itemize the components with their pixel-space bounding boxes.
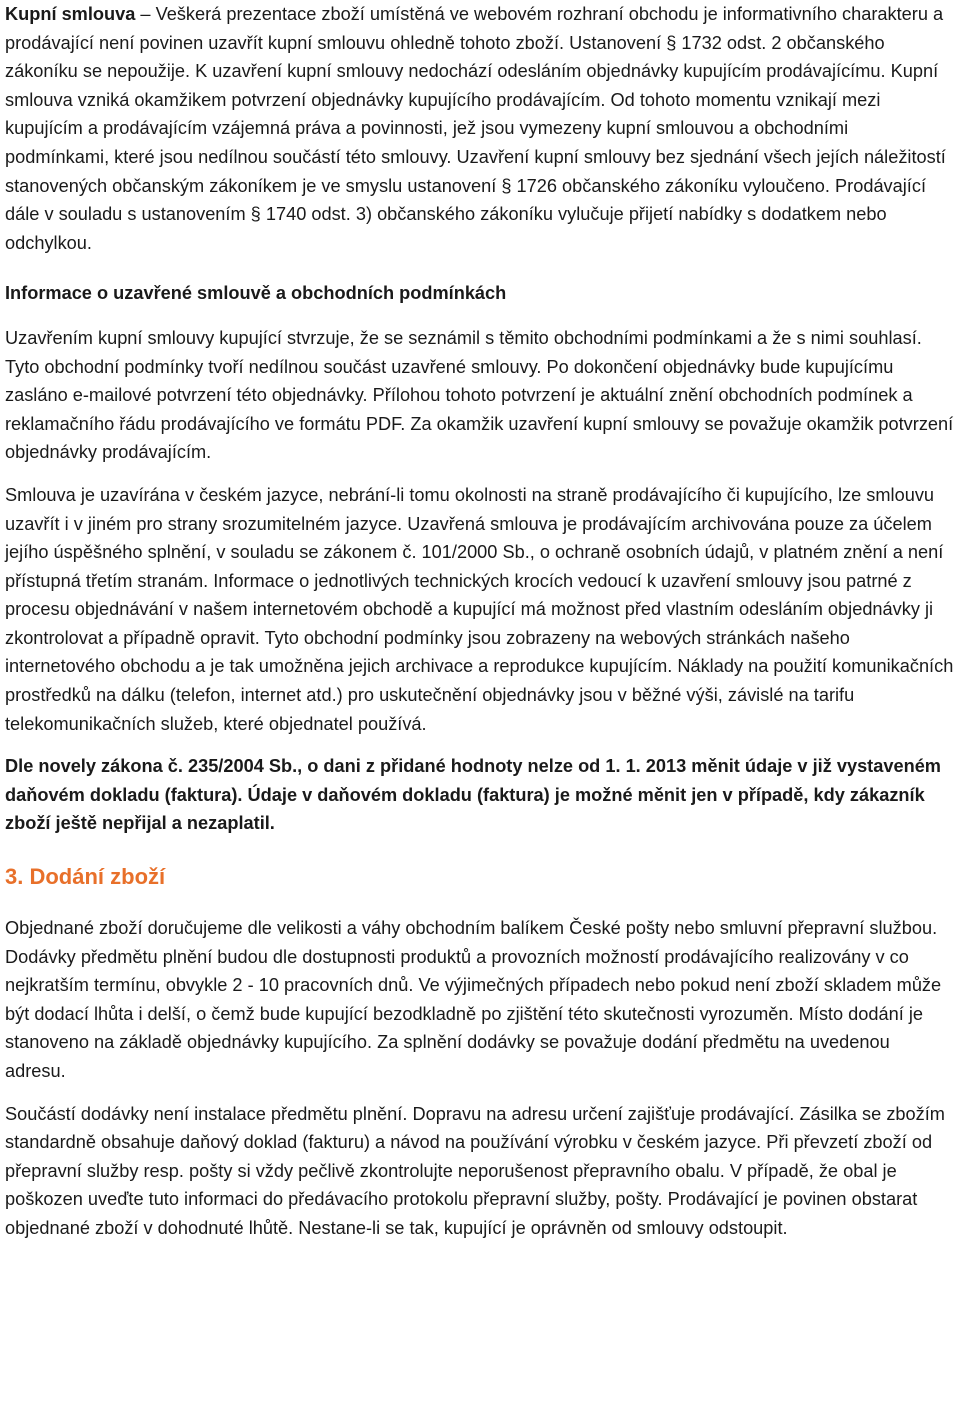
document-page: [5, 0, 955, 1243]
contract-lead-term: Kupní smlouva: [5, 4, 136, 24]
paragraph-delivery-contents: Součástí dodávky není instalace předmětu plnění. Dopravu na adresu určení zajišťuje prodávající. Zásilka se zbožím standardně obsahuje daňový doklad (fakturu) a návod na používání výrobku v českém jazyce. Při převzetí zboží od přepravní služby resp. pošty si vždy pečlivě zkontrolujte neporušenost přepravního obalu. V případě, že obal je poškozen uveďte tuto informaci do předávacího protokolu přepravní služby, pošty. Prodávající je povinen obstarat objednané zboží v dohodnuté lhůtě. Nestane-li se tak, kupující je oprávněn od smlouvy odstoupit.: [5, 1103, 945, 1238]
section-heading-delivery: [5, 862, 955, 892]
section-number: 3.: [5, 864, 24, 890]
paragraph-contract: [5, 0, 955, 257]
paragraph-language-archive: Smlouva je uzavírána v českém jazyce, nebrání-li tomu okolnosti na straně prodávajícího či kupujícího, lze smlouvu uzavřít i v jiném pro strany srozumitelném jazyce. Uzavřená smlouva je prodávajícím archivována pouze za účelem jejího úspěšného splnění, v souladu se zákonem č. 101/2000 Sb., o ochraně osobních údajů, v platném znění a není přístupná třetím stranám. Informace o jednotlivých technických krocích vedoucí k uzavření smlouvy jsou patrné z procesu objednávání v našem internetovém obchodě a kupující má možnost před vlastním odesláním objednávky ji zkontrolovat a případně opravit. Tyto obchodní podmínky jsou zobrazeny na webových stránkách našeho internetového obchodu a je tak umožněna jejich archivace a reprodukce kupujícím. Náklady na použití komunikačních prostředků na dálku (telefon, internet atd.) pro uskutečnění objednávky jsou v běžné výši, závislé na tarifu telekomunikačních služeb, které objednatel používá.: [5, 484, 954, 734]
paragraph-delivery: Objednané zboží doručujeme dle velikosti a váhy obchodním balíkem České pošty nebo smluvní přepravní službou. Dodávky předmětu plnění budou dle dostupnosti produktů a provozních možností prodávajícího realizovány v co nejkratším termínu, obvykle 2 - 10 pracovních dnů. Ve výjimečných případech nebo pokud není zboží skladem může být dodací lhůta i delší, o čemž bude kupující bezodkladně po zjištění této skutečnosti vyrozuměn. Místo dodání je stanoveno na základě objednávky kupujícího. Za splnění dodávky se považuje dodání předmětu na uvedenou adresu.: [5, 918, 942, 1081]
paragraph-acceptance: Uzavřením kupní smlouvy kupující stvrzuje, že se seznámil s těmito obchodními podmínkami a že s nimi souhlasí. Tyto obchodní podmínky tvoří nedílnou součást uzavřené smlouvy. Po dokončení objednávky bude kupujícímu zasláno e-mailové potvrzení této objednávky. Přílohou tohoto potvrzení je aktuální znění obchodních podmínek a reklamačního řádu prodávajícího ve formátu PDF. Za okamžik uzavření kupní smlouvy se považuje okamžik potvrzení objednávky prodávajícím.: [5, 327, 954, 463]
heading-contract-info: Informace o uzavřené smlouvě a obchodních podmínkách: [5, 283, 507, 304]
paragraph-vat-notice: Dle novely zákona č. 235/2004 Sb., o dani z přidané hodnoty nelze od 1. 1. 2013 měnit údaje v již vystaveném daňovém dokladu (faktura). Údaje v daňovém dokladu (faktura) je možné měnit jen v případě, kdy zákazník zboží ještě nepřijal a nezaplatil.: [5, 756, 941, 834]
contract-text: – Veškerá prezentace zboží umístěná ve webovém rozhraní obchodu je informativního charakteru a prodávající není povinen uzavřít kupní smlouvu ohledně tohoto zboží. Ustanovení § 1732 odst. 2 občanského zákoníku se nepoužije. K uzavření kupní smlouvy nedochází odesláním objednávky kupujícím prodávajícímu. Kupní smlouva vzniká okamžikem potvrzení objednávky kupujícího prodávajícím. Od tohoto momentu vznikají mezi kupujícím a prodávajícím vzájemná práva a povinnosti, jež jsou vymezeny kupní smlouvou a obchodními podmínkami, které jsou nedílnou součástí této smlouvy. Uzavření kupní smlouvy bez sjednání všech jejích náležitostí stanovených občanským zákoníkem je ve smyslu ustanovení § 1726 občanského zákoníku vyloučeno. Prodávající dále v souladu s ustanovením § 1740 odst. 3) občanského zákoníku vylučuje přijetí nabídky s dodatkem nebo odchylkou.: [5, 4, 946, 253]
section-title-text: Dodání zboží: [23, 864, 166, 890]
